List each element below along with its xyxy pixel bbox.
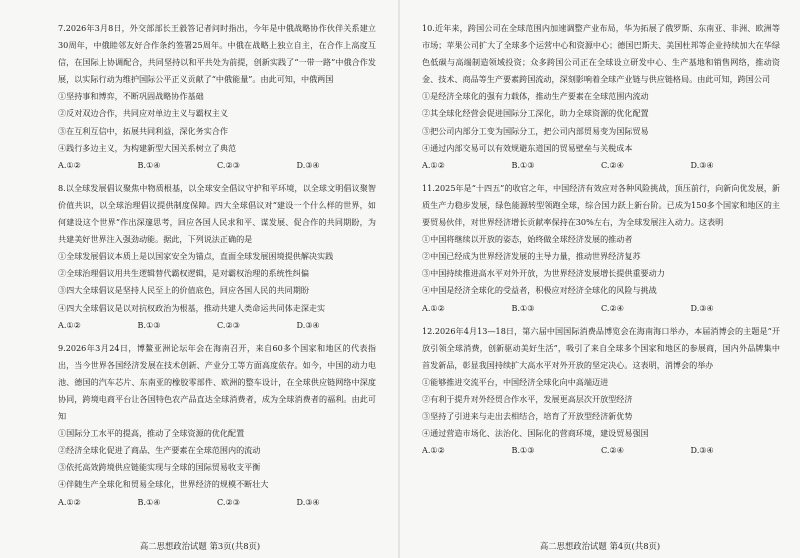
exam-page-right [400, 0, 800, 558]
statement-3: ③坚持了引进来与走出去相结合，培育了开放型经济新优势 [422, 411, 633, 422]
answer-choices [58, 157, 376, 174]
statement-4: ④四大全球倡议是以对抗权政治为根基，推动共建人类命运共同体走深走实 [58, 302, 326, 313]
answer-choices [58, 494, 376, 511]
choice-d[interactable]: D.③④ [690, 445, 714, 456]
statement-2: ②经济全球化促进了商品、生产要素在全球范围内的流动 [58, 445, 261, 456]
choice-b[interactable]: B.①④ [137, 496, 161, 507]
statement-3: ③在互利互信中，拓展共同利益，深化务实合作 [58, 125, 228, 136]
choice-d[interactable]: D.③④ [296, 319, 320, 330]
choice-d[interactable]: D.③④ [690, 159, 714, 170]
statement-1: ①中国将继续以开放的姿态，始终做全球经济发展的推动者 [422, 234, 633, 245]
statement-1: ①国际分工水平的提高，推动了全球资源的优化配置 [58, 428, 245, 439]
choice-c[interactable]: C.②③ [217, 159, 240, 170]
question-10 [422, 20, 780, 174]
choice-a[interactable]: A.①② [422, 159, 445, 170]
statement-4: ④通过营造市场化、法治化、国际化的营商环境，建设贸易强国 [422, 428, 649, 439]
choice-b[interactable]: B.①③ [137, 319, 161, 330]
choice-c[interactable]: C.②③ [217, 496, 240, 507]
question-12 [422, 323, 780, 460]
choice-d[interactable]: D.③④ [296, 496, 320, 507]
answer-choices [58, 317, 376, 334]
choice-a[interactable]: A.①② [58, 159, 81, 170]
statement-2: ②有利于提升对外经贸合作水平，发展更高层次开放型经济 [422, 393, 633, 404]
answer-choices [422, 157, 780, 174]
answer-choices [422, 300, 780, 317]
page-footer: 高二思想政治试题 第4页(共8页) [539, 541, 661, 551]
statement-3: ③四大全球倡议是坚持人民至上的价值底色，回应各国人民的共同期盼 [58, 285, 309, 296]
statement-2: ②全球治理倡议用共生逻辑替代霸权逻辑，是对霸权治理的系统性纠偏 [58, 268, 309, 279]
statement-4: ④通过内部交易可以有效规避东道国的贸易壁垒与关税成本 [422, 142, 633, 153]
question-7 [58, 20, 376, 174]
statement-1: ①全球发展倡议本质上是以国家安全为锚点，直面全球发展困境提供解决实践 [58, 251, 334, 262]
statement-1: ①是经济全球化的强有力载体，推动生产要素在全球范围内流动 [422, 91, 649, 102]
choice-a[interactable]: A.①② [422, 302, 445, 313]
choice-c[interactable]: C.②④ [601, 302, 624, 313]
statement-2: ②其全球化经营会促进国际分工深化，助力全球资源的优化配置 [422, 108, 649, 119]
page-footer: 高二思想政治试题 第3页(共8页) [139, 541, 261, 551]
question-stem: 9.2026年3月24日，博鳌亚洲论坛年会在海南召开，来自60多个国家和地区的代表指出，当今世界各国经济发展在技术创新、产业分工等方面高度依存。如今，中国的动力电池、德国的汽车芯片、东南亚的橡胶零部件、欧洲的整车设计，在全球供应链网络中深度协同，跨境电商平台让各国特色农产品直达全球消费者，成为全球消费者的福利。由此可知 [58, 342, 376, 422]
choice-c[interactable]: C.②④ [601, 445, 624, 456]
question-stem: 12.2026年4月13—18日，第六届中国国际消费品博览会在海南海口举办，本届消博会的主题是“开放引领全球消费，创新驱动美好生活”，吸引了来自全球多个国家和地区的参展商，国内外品牌集中首发新品，彰显我国持续扩大高水平对外开放的坚定决心。这表明，消博会的举办 [422, 325, 780, 370]
choice-a[interactable]: A.①② [58, 496, 81, 507]
choice-d[interactable]: D.③④ [690, 302, 714, 313]
statement-1: ①能够推进交流平台，中国经济全球化向中高端迈进 [422, 376, 609, 387]
answer-choices [422, 442, 780, 459]
question-11 [422, 180, 780, 317]
question-9 [58, 340, 376, 511]
question-stem: 11.2025年是“十四五”的收官之年，中国经济有效应对各种风险挑战，顶压前行，向新向优发展，新质生产力稳步发展，绿色能源转型领跑全球，综合国力跃上新台阶。已成为150多个国家和地区的主要贸易伙伴，对世界经济增长贡献率保持在30%左右，为全球发展注入动力。这表明 [422, 182, 780, 228]
choice-d[interactable]: D.③④ [296, 159, 320, 170]
statement-2: ②反对双边合作，共同应对单边主义与霸权主义 [58, 108, 228, 119]
statement-2: ②中国已经成为世界经济发展的主导力量，推动世界经济复苏 [422, 251, 641, 262]
statement-4: ④中国是经济全球化的受益者，积极应对经济全球化的风险与挑战 [422, 285, 657, 296]
statement-4: ④践行多边主义，为构建新型大国关系树立了典范 [58, 142, 237, 153]
choice-c[interactable]: C.②③ [217, 319, 240, 330]
choice-b[interactable]: B.①③ [511, 445, 535, 456]
statement-4: ④伴随生产全球化和贸易全球化，世界经济的规模不断壮大 [58, 479, 269, 490]
question-stem: 8.以全球发展倡议聚焦中物质根基，以全球安全倡议守护和平环境，以全球文明倡议聚智价值共识，以全球治理倡议提供制度保障。四大全球倡议对“建设一个什么样的世界，如何建设这个世界”作出深邃思考，回应各国人民求和平、谋发展、促合作的共同期盼，为共建美好世界注入强劲动能。据此，下列说法正确的是 [58, 182, 376, 245]
question-stem: 7.2026年3月8日，外交部部长王毅答记者问时指出，今年是中俄战略协作伙伴关系建立30周年，中俄睦邻友好合作条约签署25周年。中俄在战略上独立自主，在合作上高度互信，在国际上协调配合，共同坚持以和平共处为前提，创新实践了“一带一路”中俄合作发展，以实际行动为维护国际公平正义贡献了“中俄能量”。由此可知，中俄两国 [58, 23, 376, 85]
choice-a[interactable]: A.①② [422, 445, 445, 456]
choice-c[interactable]: C.②④ [601, 159, 624, 170]
choice-b[interactable]: B.①④ [137, 159, 161, 170]
statement-3: ③把公司内部分工变为国际分工，把公司内部贸易变为国际贸易 [422, 125, 649, 136]
statement-3: ③中国持续推进高水平对外开放，为世界经济发展增长提供重要动力 [422, 268, 665, 279]
choice-b[interactable]: B.①③ [511, 159, 535, 170]
question-stem: 10.近年来，跨国公司在全球范围内加速调整产业布局，华为拓展了俄罗斯、东南亚、非洲、欧洲等市场；苹果公司扩大了全球多个运营中心和资源中心；德国巴斯夫、美国杜邦等企业持续加大在华绿色低碳与高端制造领域投资；众多跨国公司正在全球设立研发中心、生产基地和销售网络，推动资金、技术、商品等生产要素跨国流动，深刻影响着全球产业链与供应链格局。由此可知，跨国公司 [422, 23, 780, 85]
statement-3: ③依托高效跨境供应链能实现与全球的国际贸易收支平衡 [58, 462, 261, 473]
choice-b[interactable]: B.①③ [511, 302, 535, 313]
choice-a[interactable]: A.①② [58, 319, 81, 330]
statement-1: ①坚持事和博弈，不断巩固战略协作基础 [58, 91, 204, 102]
question-8 [58, 180, 376, 334]
